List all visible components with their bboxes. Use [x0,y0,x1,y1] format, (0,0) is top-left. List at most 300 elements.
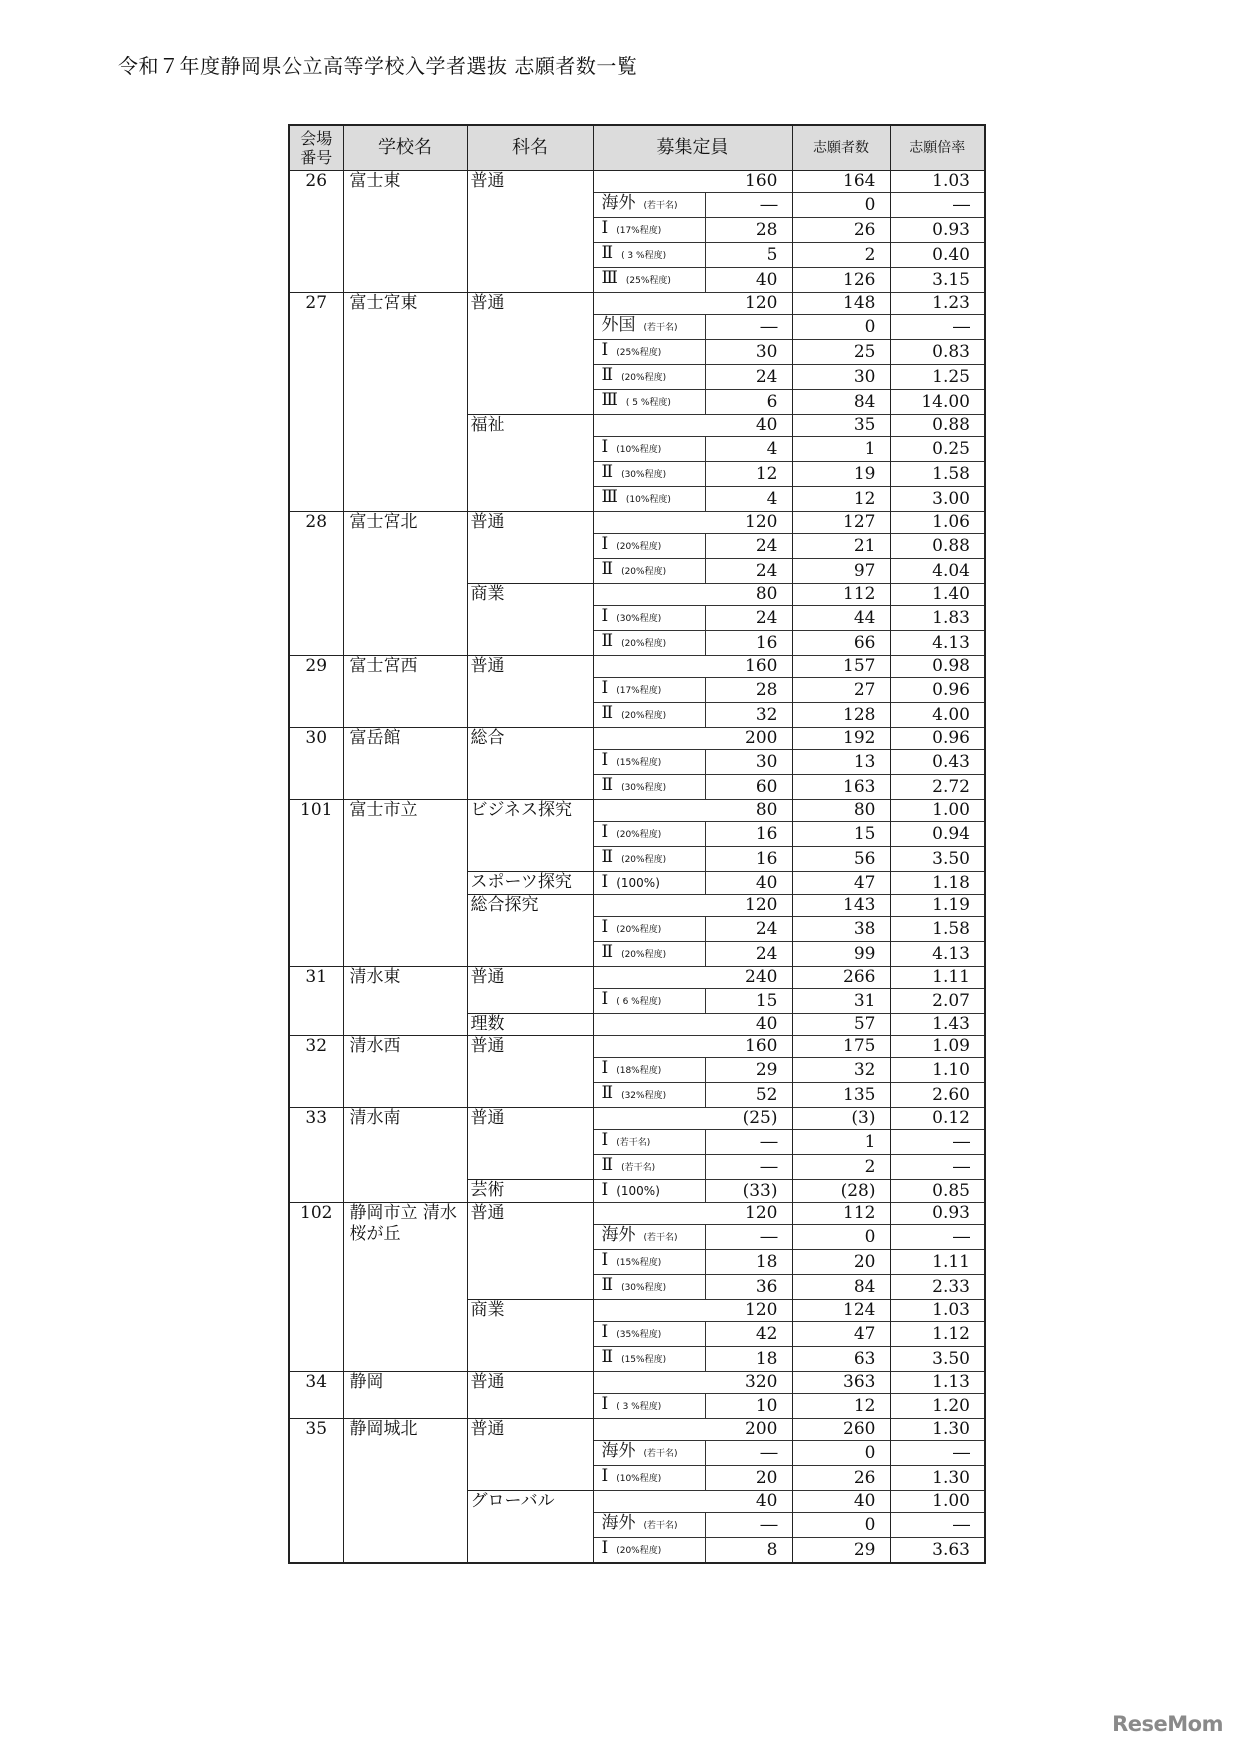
ratio-value: 0.94 [890,822,985,847]
selection-ratio-note: (若干名) [621,1163,656,1173]
selection-label: Ⅰ [601,750,609,770]
selection-type [593,462,705,487]
applicants-value: 1 [792,1130,890,1155]
applicants-value: 66 [792,631,890,656]
selection-type [593,171,705,193]
ratio-value: 0.98 [890,656,985,678]
ratio-value: 1.19 [890,895,985,917]
selection-type [593,1130,705,1155]
selection-ratio-note: ( 3 %程度) [616,1402,662,1412]
selection-label: Ⅰ [601,606,609,626]
selection-label: Ⅱ [601,847,614,867]
applicants-value: 157 [792,656,890,678]
venue-number: 34 [289,1372,343,1419]
venue-number: 33 [289,1108,343,1203]
ratio-value: 4.00 [890,703,985,728]
ratio-value: 3.15 [890,268,985,293]
school-name: 清水西 [343,1036,467,1108]
course-name: ビジネス探究 [467,800,593,872]
selection-ratio-note: (若干名) [643,1521,678,1531]
capacity-value: 15 [705,989,792,1014]
venue-number: 102 [289,1203,343,1372]
applicants-value: 40 [792,1491,890,1513]
selection-label: Ⅰ [601,1130,609,1150]
selection-type [593,967,705,989]
capacity-value: 24 [705,559,792,584]
selection-ratio-note: (25%程度) [625,276,671,286]
applicants-value: 266 [792,967,890,989]
venue-number: 101 [289,800,343,967]
applicants-value: 63 [792,1347,890,1372]
applicants-value: 32 [792,1058,890,1083]
ratio-value: 3.50 [890,847,985,872]
table-row [289,1419,985,1441]
selection-type [593,1538,705,1564]
selection-label: Ⅰ [601,1180,609,1200]
selection-label: Ⅱ [601,1347,614,1367]
school-name: 静岡市立 清水桜が丘 [343,1203,467,1372]
selection-label: Ⅰ [601,437,609,457]
selection-label: Ⅰ [601,822,609,842]
selection-ratio-note: ( 5 %程度) [625,398,671,408]
selection-type [593,895,705,917]
capacity-value: 120 [705,1300,792,1322]
course-name: 普通 [467,293,593,415]
venue-number: 32 [289,1036,343,1108]
table-row [289,656,985,678]
applicants-value: 135 [792,1083,890,1108]
course-name: 普通 [467,171,593,293]
capacity-value: ― [705,315,792,340]
applicants-value: 143 [792,895,890,917]
applicants-value: 12 [792,1394,890,1419]
capacity-value: 29 [705,1058,792,1083]
table-row [289,800,985,822]
ratio-value: 4.04 [890,559,985,584]
selection-ratio-note: (20%程度) [616,542,662,552]
applicants-value: 0 [792,1513,890,1538]
selection-type [593,1347,705,1372]
applicants-value: 84 [792,390,890,415]
applicants-value: 192 [792,728,890,750]
table-row [289,1372,985,1394]
selection-label: Ⅰ [601,1394,609,1414]
ratio-value: 14.00 [890,390,985,415]
selection-type [593,728,705,750]
selection-type [593,847,705,872]
selection-label: Ⅱ [601,365,614,385]
ratio-value: 1.58 [890,462,985,487]
selection-type [593,534,705,559]
header-ratio: 志願倍率 [890,125,985,171]
applicants-value: 175 [792,1036,890,1058]
selection-ratio-note: (17%程度) [616,226,662,236]
table-header-row [289,125,985,171]
selection-label: 外国 [601,315,636,335]
course-name: 普通 [467,1108,593,1180]
ratio-value: 2.72 [890,775,985,800]
applicants-value: 30 [792,365,890,390]
selection-ratio-note: (15%程度) [616,758,662,768]
selection-ratio-note: (若干名) [643,201,678,211]
capacity-value: 18 [705,1347,792,1372]
course-name: 普通 [467,967,593,1014]
applicants-value: 0 [792,193,890,218]
applicants-value: 0 [792,315,890,340]
ratio-value: 1.06 [890,512,985,534]
capacity-value: 10 [705,1394,792,1419]
capacity-value: 28 [705,678,792,703]
selection-label: Ⅱ [601,631,614,651]
selection-ratio-note: (20%程度) [621,373,667,383]
applicants-value: 2 [792,1155,890,1180]
applicants-value: 57 [792,1014,890,1036]
selection-type [593,775,705,800]
selection-label: Ⅰ [601,1538,609,1558]
selection-ratio-note: (20%程度) [616,1546,662,1556]
applicants-value: 25 [792,340,890,365]
table-row [289,728,985,750]
selection-type [593,1036,705,1058]
ratio-value: 1.58 [890,917,985,942]
selection-type [593,1225,705,1250]
selection-ratio-note: (100%) [616,876,660,890]
applicants-value: 31 [792,989,890,1014]
selection-ratio-note: (20%程度) [616,925,662,935]
selection-type [593,1058,705,1083]
capacity-value: 52 [705,1083,792,1108]
ratio-value: 1.13 [890,1372,985,1394]
capacity-value: (25) [705,1108,792,1130]
ratio-value: ― [890,1155,985,1180]
selection-type [593,1513,705,1538]
applicants-value: 148 [792,293,890,315]
applicants-value: 126 [792,268,890,293]
ratio-value: 1.03 [890,171,985,193]
school-name: 富士宮北 [343,512,467,656]
ratio-value: 1.00 [890,1491,985,1513]
school-name: 清水東 [343,967,467,1036]
selection-type [593,822,705,847]
selection-type [593,1108,705,1130]
selection-ratio-note: (30%程度) [616,614,662,624]
selection-label: Ⅲ [601,487,618,507]
selection-label: Ⅱ [601,1155,614,1175]
selection-type [593,703,705,728]
course-name: 普通 [467,1372,593,1419]
capacity-value: 16 [705,847,792,872]
resemom-logo: ReseMom [1112,1712,1223,1736]
document-title: 令和７年度静岡県公立高等学校入学者選抜 志願者数一覧 [118,54,638,78]
selection-ratio-note: (35%程度) [616,1330,662,1340]
course-name: 福祉 [467,415,593,512]
selection-label: Ⅱ [601,1083,614,1103]
capacity-value: 30 [705,340,792,365]
capacity-value: 320 [705,1372,792,1394]
applicants-value: 2 [792,243,890,268]
applicants-value: 128 [792,703,890,728]
selection-type [593,1083,705,1108]
capacity-value: 160 [705,1036,792,1058]
ratio-value: 4.13 [890,942,985,967]
applicants-value: 1 [792,437,890,462]
selection-label: 海外 [601,1441,636,1461]
selection-label: Ⅱ [601,775,614,795]
selection-label: Ⅱ [601,1275,614,1295]
ratio-value: 2.33 [890,1275,985,1300]
selection-type [593,512,705,534]
applicants-value: 44 [792,606,890,631]
capacity-value: 120 [705,512,792,534]
table-row [289,967,985,989]
ratio-value: ― [890,193,985,218]
school-name: 富士宮西 [343,656,467,728]
selection-ratio-note: (20%程度) [621,855,667,865]
capacity-value: 24 [705,365,792,390]
applicants-value: 163 [792,775,890,800]
capacity-value: 120 [705,1203,792,1225]
capacity-value: 80 [705,584,792,606]
capacity-value: 160 [705,656,792,678]
selection-type [593,1491,705,1513]
table-row [289,1108,985,1130]
selection-label: Ⅲ [601,268,618,288]
capacity-value: 4 [705,437,792,462]
selection-type [593,989,705,1014]
capacity-value: 24 [705,534,792,559]
applicants-value: 27 [792,678,890,703]
selection-type [593,340,705,365]
school-name: 富岳館 [343,728,467,800]
course-name: 普通 [467,512,593,584]
capacity-value: 18 [705,1250,792,1275]
selection-label: Ⅲ [601,390,618,410]
table-body [289,171,985,1564]
selection-label: Ⅰ [601,678,609,698]
selection-ratio-note: (17%程度) [616,686,662,696]
selection-ratio-note: (20%程度) [621,567,667,577]
selection-ratio-note: (10%程度) [625,495,671,505]
ratio-value: ― [890,1225,985,1250]
table-row [289,512,985,534]
capacity-value: 40 [705,415,792,437]
capacity-value: 24 [705,917,792,942]
selection-type [593,1180,705,1203]
selection-label: Ⅰ [601,218,609,238]
selection-type [593,1372,705,1394]
capacity-value: 16 [705,822,792,847]
selection-type [593,415,705,437]
applicants-value: 47 [792,1322,890,1347]
selection-label: Ⅱ [601,462,614,482]
selection-type [593,942,705,967]
ratio-value: 0.85 [890,1180,985,1203]
ratio-value: 1.03 [890,1300,985,1322]
ratio-value: 0.83 [890,340,985,365]
applicants-value: (28) [792,1180,890,1203]
ratio-value: 1.30 [890,1419,985,1441]
ratio-value: ― [890,315,985,340]
capacity-value: 8 [705,1538,792,1564]
selection-ratio-note: (25%程度) [616,348,662,358]
capacity-value: 36 [705,1275,792,1300]
selection-label: Ⅰ [601,1466,609,1486]
applicants-value: (3) [792,1108,890,1130]
selection-type [593,1322,705,1347]
selection-label: 海外 [601,1225,636,1245]
ratio-value: 1.12 [890,1322,985,1347]
applicants-value: 26 [792,1466,890,1491]
capacity-value: 5 [705,243,792,268]
selection-type [593,606,705,631]
course-name: 普通 [467,656,593,728]
applicants-value: 0 [792,1441,890,1466]
capacity-value: ― [705,1155,792,1180]
header-no [289,125,343,171]
capacity-value: 24 [705,606,792,631]
course-name: 普通 [467,1036,593,1108]
ratio-value: 1.20 [890,1394,985,1419]
ratio-value: 2.07 [890,989,985,1014]
applicants-value: 21 [792,534,890,559]
selection-type [593,1441,705,1466]
selection-label: Ⅰ [601,1250,609,1270]
capacity-value: 6 [705,390,792,415]
ratio-value: 3.63 [890,1538,985,1564]
capacity-value: 40 [705,268,792,293]
course-name: 理数 [467,1014,593,1036]
capacity-value: 120 [705,895,792,917]
selection-ratio-note: ( 3 %程度) [621,251,667,261]
selection-label: Ⅱ [601,559,614,579]
selection-label: 海外 [601,1513,636,1533]
selection-ratio-note: (18%程度) [616,1066,662,1076]
ratio-value: 1.43 [890,1014,985,1036]
table-row [289,171,985,193]
ratio-value: 0.88 [890,415,985,437]
capacity-value: 40 [705,1014,792,1036]
selection-label: Ⅱ [601,942,614,962]
selection-type [593,243,705,268]
applicants-value: 97 [792,559,890,584]
capacity-value: 32 [705,703,792,728]
selection-ratio-note: (若干名) [643,1233,678,1243]
school-name: 富士東 [343,171,467,293]
selection-ratio-note: (30%程度) [621,470,667,480]
ratio-value: ― [890,1130,985,1155]
header-applicants: 志願者数 [792,125,890,171]
capacity-value: ― [705,1513,792,1538]
course-name: 普通 [467,1419,593,1491]
selection-ratio-note: ( 6 %程度) [616,997,662,1007]
selection-type [593,584,705,606]
ratio-value: 1.25 [890,365,985,390]
ratio-value: 0.96 [890,678,985,703]
ratio-value: 1.09 [890,1036,985,1058]
selection-label: Ⅰ [601,989,609,1009]
selection-ratio-note: (20%程度) [621,639,667,649]
applicants-table [288,124,986,1564]
applicants-value: 124 [792,1300,890,1322]
applicants-value: 112 [792,1203,890,1225]
ratio-value: 0.40 [890,243,985,268]
selection-type [593,437,705,462]
ratio-value: 1.23 [890,293,985,315]
selection-ratio-note: (30%程度) [621,783,667,793]
ratio-value: 0.12 [890,1108,985,1130]
selection-type [593,917,705,942]
ratio-value: 0.93 [890,1203,985,1225]
selection-type [593,268,705,293]
applicants-value: 99 [792,942,890,967]
ratio-value: 0.93 [890,218,985,243]
capacity-value: ― [705,193,792,218]
capacity-value: ― [705,1441,792,1466]
selection-type [593,559,705,584]
ratio-value: 3.00 [890,487,985,512]
capacity-value: 28 [705,218,792,243]
selection-label: Ⅱ [601,703,614,723]
ratio-value: 4.13 [890,631,985,656]
header-school: 学校名 [343,125,467,171]
selection-ratio-note: (20%程度) [621,950,667,960]
venue-number: 29 [289,656,343,728]
selection-label: 海外 [601,193,636,213]
course-name: 商業 [467,584,593,656]
selection-ratio-note: (若干名) [616,1138,651,1148]
selection-type [593,1419,705,1441]
selection-label: Ⅰ [601,1322,609,1342]
selection-type [593,1155,705,1180]
selection-type [593,193,705,218]
course-name: 芸術 [467,1180,593,1203]
venue-number: 26 [289,171,343,293]
applicants-value: 56 [792,847,890,872]
ratio-value: ― [890,1441,985,1466]
selection-label: Ⅰ [601,1058,609,1078]
selection-ratio-note: (10%程度) [616,445,662,455]
school-name: 富士宮東 [343,293,467,512]
venue-number: 35 [289,1419,343,1564]
applicants-value: 127 [792,512,890,534]
ratio-value: 0.43 [890,750,985,775]
selection-type [593,365,705,390]
selection-type [593,218,705,243]
ratio-value: 1.83 [890,606,985,631]
ratio-value: 0.88 [890,534,985,559]
course-name: 総合探究 [467,895,593,967]
selection-type [593,631,705,656]
selection-type [593,390,705,415]
selection-type [593,293,705,315]
selection-label: Ⅰ [601,534,609,554]
table-row [289,293,985,315]
selection-ratio-note: (32%程度) [621,1091,667,1101]
capacity-value: ― [705,1130,792,1155]
applicants-value: 29 [792,1538,890,1564]
selection-ratio-note: (15%程度) [621,1355,667,1365]
ratio-value: 1.11 [890,967,985,989]
capacity-value: 4 [705,487,792,512]
venue-number: 31 [289,967,343,1036]
applicants-value: 15 [792,822,890,847]
applicants-value: 13 [792,750,890,775]
course-name: グローバル [467,1491,593,1564]
applicants-value: 20 [792,1250,890,1275]
applicants-value: 12 [792,487,890,512]
ratio-value: 1.10 [890,1058,985,1083]
course-name: スポーツ探究 [467,872,593,895]
